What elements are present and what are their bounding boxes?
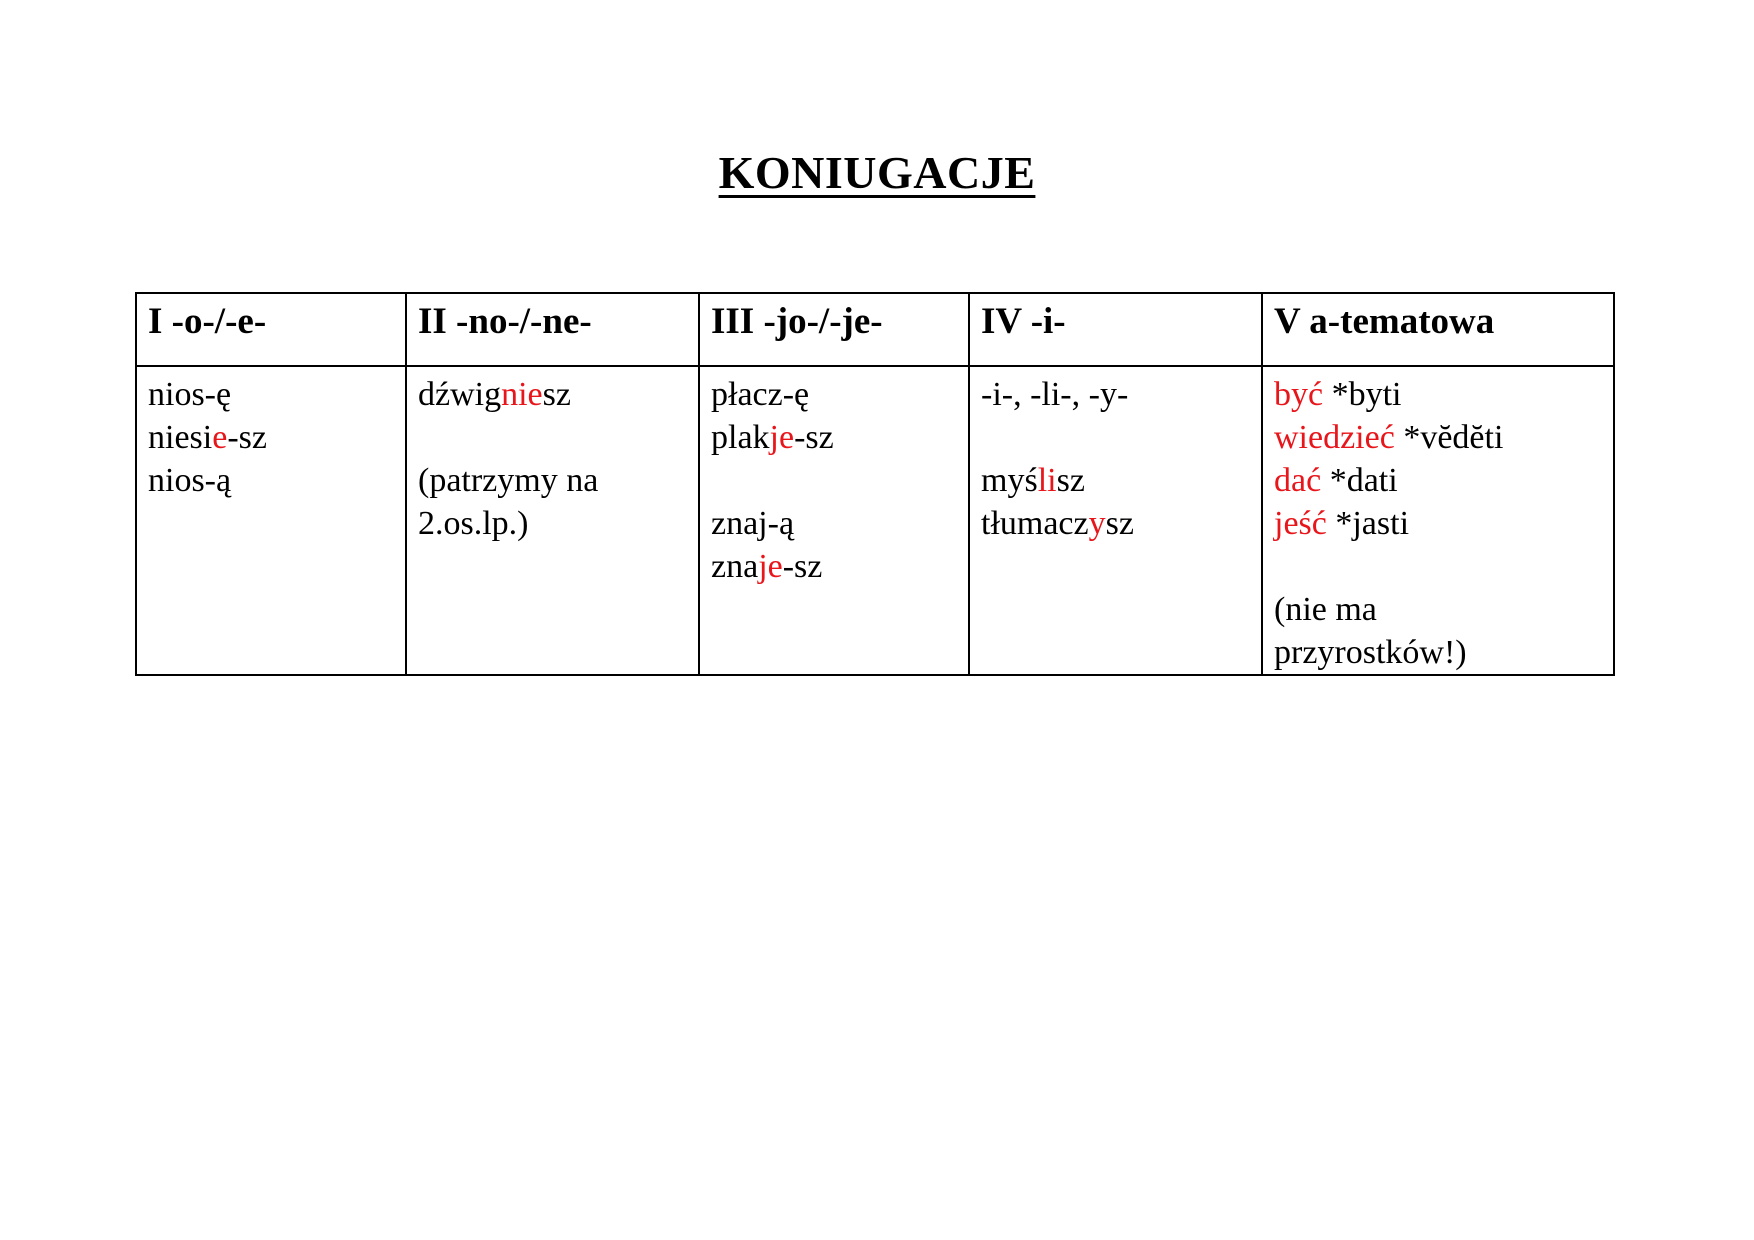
highlighted-verb: jeść <box>1274 505 1327 542</box>
stem-text: tłumacz <box>981 505 1089 542</box>
highlighted-suffix: e <box>212 419 228 456</box>
proto-form: *dati <box>1321 462 1398 499</box>
spacer <box>711 459 958 502</box>
example-line <box>1274 373 1603 416</box>
page-title: KONIUGACJE <box>718 147 1036 198</box>
cell-conjugation-2 <box>406 366 699 675</box>
ending-text: sz <box>1056 462 1085 499</box>
example-line: nios-ą <box>148 462 232 499</box>
header-conjugation-5: V a-tematowa <box>1262 293 1614 366</box>
example-line: płacz-ę <box>711 376 810 413</box>
highlighted-suffix: y <box>1088 505 1106 542</box>
example-line <box>1274 459 1603 502</box>
example-line: -i-, -li-, -y- <box>981 376 1129 413</box>
spacer <box>418 416 688 459</box>
header-conjugation-4: IV -i- <box>969 293 1262 366</box>
example-line: znaj-ą <box>711 505 795 542</box>
highlighted-suffix: je <box>769 419 795 456</box>
proto-form: *vĕdĕti <box>1394 419 1504 456</box>
example-line <box>981 459 1251 502</box>
example-line <box>1274 416 1603 459</box>
example-line <box>148 416 395 459</box>
cell-conjugation-5 <box>1262 366 1614 675</box>
stem-text: zna <box>711 548 759 585</box>
header-conjugation-3: III -jo-/-je- <box>699 293 969 366</box>
example-line: nios-ę <box>148 376 232 413</box>
highlighted-verb: wiedzieć <box>1274 419 1395 456</box>
example-line <box>711 416 958 459</box>
note-text: (nie ma przyrostków!) <box>1274 591 1467 671</box>
spacer <box>981 416 1251 459</box>
conjugation-table <box>135 292 1615 676</box>
highlighted-verb: być <box>1274 376 1324 413</box>
highlighted-suffix: je <box>758 548 783 585</box>
table-header-row <box>136 293 1614 366</box>
example-line <box>981 502 1251 545</box>
ending-text: -sz <box>782 548 823 585</box>
stem-text: plak <box>711 419 770 456</box>
stem-text: dźwig <box>418 376 502 413</box>
table-row <box>136 366 1614 675</box>
cell-conjugation-4 <box>969 366 1262 675</box>
example-line <box>711 545 958 588</box>
ending-text: sz <box>542 376 571 413</box>
stem-text: niesi <box>148 419 213 456</box>
header-conjugation-2: II -no-/-ne- <box>406 293 699 366</box>
proto-form: *byti <box>1323 376 1402 413</box>
highlighted-suffix: li <box>1037 462 1057 499</box>
example-line <box>1274 502 1603 545</box>
example-line <box>418 373 688 416</box>
ending-text: -sz <box>227 419 267 456</box>
note-text: (patrzymy na 2.os.lp.) <box>418 462 599 542</box>
ending-text: -sz <box>794 419 834 456</box>
highlighted-suffix: nie <box>501 376 543 413</box>
ending-text: sz <box>1105 505 1134 542</box>
proto-form: *jasti <box>1326 505 1410 542</box>
spacer <box>1274 545 1603 588</box>
stem-text: myś <box>981 462 1038 499</box>
cell-conjugation-3 <box>699 366 969 675</box>
cell-conjugation-1 <box>136 366 406 675</box>
header-conjugation-1: I -o-/-e- <box>136 293 406 366</box>
highlighted-verb: dać <box>1274 462 1322 499</box>
